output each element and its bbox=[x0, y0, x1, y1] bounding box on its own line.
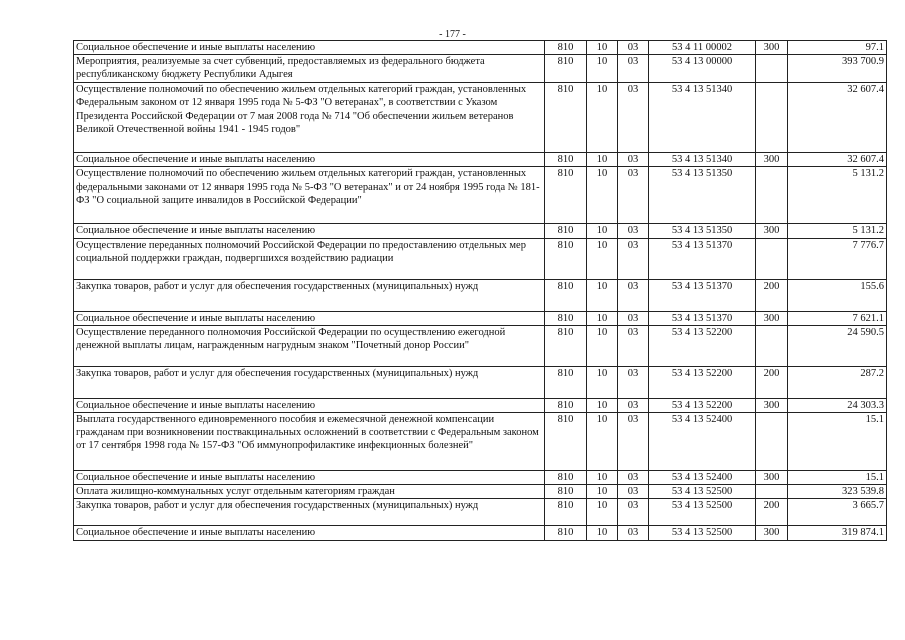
expense-type-code: 200 bbox=[756, 366, 788, 398]
subsection-code: 03 bbox=[618, 366, 649, 398]
row-description: Выплата государственного единовременного пособия и ежемесячной денежной компенсации гражданам при возникновении поствакцинальных осложнений в соответствии с Федеральным законом от 17 сентября 1998 года № 157-ФЗ "Об иммунопрофилактике инфекционных болезней" bbox=[74, 413, 545, 471]
section-code: 10 bbox=[587, 224, 618, 238]
expense-type-code bbox=[756, 55, 788, 83]
ministry-code: 810 bbox=[545, 238, 587, 279]
ministry-code: 810 bbox=[545, 279, 587, 311]
ministry-code: 810 bbox=[545, 224, 587, 238]
expense-type-code: 200 bbox=[756, 499, 788, 526]
section-code: 10 bbox=[587, 153, 618, 167]
target-article-code: 53 4 13 51340 bbox=[649, 153, 756, 167]
row-description: Социальное обеспечение и иные выплаты населению bbox=[74, 153, 545, 167]
amount: 7 621.1 bbox=[788, 311, 887, 325]
row-description: Осуществление полномочий по обеспечению жильем отдельных категорий граждан, установленных федеральными законами от 12 января 1995 года № 5-ФЗ "О ветеранах" и от 24 ноября 1995 года № 181-ФЗ "О социальной защите инвалидов в Российской Федерации" bbox=[74, 167, 545, 224]
section-code: 10 bbox=[587, 279, 618, 311]
expense-type-code bbox=[756, 238, 788, 279]
expense-type-code: 300 bbox=[756, 471, 788, 485]
subsection-code: 03 bbox=[618, 311, 649, 325]
target-article-code: 53 4 13 52200 bbox=[649, 398, 756, 412]
ministry-code: 810 bbox=[545, 311, 587, 325]
section-code: 10 bbox=[587, 238, 618, 279]
target-article-code: 53 4 13 52200 bbox=[649, 325, 756, 366]
budget-table-body bbox=[74, 41, 887, 541]
row-description: Осуществление переданных полномочий Российской Федерации по предоставлению отдельных мер социальной поддержки граждан, подвергшихся воздействию радиации bbox=[74, 238, 545, 279]
target-article-code: 53 4 13 52200 bbox=[649, 366, 756, 398]
table-row bbox=[74, 398, 887, 412]
table-row bbox=[74, 167, 887, 224]
amount: 15.1 bbox=[788, 413, 887, 471]
section-code: 10 bbox=[587, 41, 618, 55]
row-description: Закупка товаров, работ и услуг для обеспечения государственных (муниципальных) нужд bbox=[74, 279, 545, 311]
section-code: 10 bbox=[587, 55, 618, 83]
table-row bbox=[74, 83, 887, 153]
table-row bbox=[74, 413, 887, 471]
table-row bbox=[74, 311, 887, 325]
amount: 3 665.7 bbox=[788, 499, 887, 526]
expense-type-code: 300 bbox=[756, 41, 788, 55]
subsection-code: 03 bbox=[618, 526, 649, 540]
amount: 155.6 bbox=[788, 279, 887, 311]
row-description: Закупка товаров, работ и услуг для обеспечения государственных (муниципальных) нужд bbox=[74, 366, 545, 398]
table-row bbox=[74, 325, 887, 366]
section-code: 10 bbox=[587, 167, 618, 224]
target-article-code: 53 4 13 52500 bbox=[649, 485, 756, 499]
expense-type-code bbox=[756, 413, 788, 471]
amount: 24 590.5 bbox=[788, 325, 887, 366]
section-code: 10 bbox=[587, 471, 618, 485]
expense-type-code: 300 bbox=[756, 526, 788, 540]
target-article-code: 53 4 11 00002 bbox=[649, 41, 756, 55]
expense-type-code: 300 bbox=[756, 398, 788, 412]
subsection-code: 03 bbox=[618, 325, 649, 366]
expense-type-code bbox=[756, 83, 788, 153]
budget-table bbox=[73, 40, 887, 541]
ministry-code: 810 bbox=[545, 366, 587, 398]
amount: 97.1 bbox=[788, 41, 887, 55]
row-description: Социальное обеспечение и иные выплаты населению bbox=[74, 398, 545, 412]
subsection-code: 03 bbox=[618, 167, 649, 224]
row-description: Осуществление полномочий по обеспечению жильем отдельных категорий граждан, установленных Федеральным законом от 12 января 1995 года № 5-ФЗ "О ветеранах", в соответствии с Указом Президента Российской Федерации от 7 мая 2008 года № 714 "Об обеспечении жильем ветеранов Великой Отечественной войны 1941 - 1945 годов" bbox=[74, 83, 545, 153]
target-article-code: 53 4 13 51370 bbox=[649, 279, 756, 311]
row-description: Социальное обеспечение и иные выплаты населению bbox=[74, 311, 545, 325]
subsection-code: 03 bbox=[618, 499, 649, 526]
amount: 24 303.3 bbox=[788, 398, 887, 412]
row-description: Социальное обеспечение и иные выплаты населению bbox=[74, 224, 545, 238]
subsection-code: 03 bbox=[618, 238, 649, 279]
subsection-code: 03 bbox=[618, 41, 649, 55]
target-article-code: 53 4 13 52500 bbox=[649, 526, 756, 540]
section-code: 10 bbox=[587, 325, 618, 366]
table-row bbox=[74, 366, 887, 398]
target-article-code: 53 4 13 51370 bbox=[649, 238, 756, 279]
amount: 323 539.8 bbox=[788, 485, 887, 499]
target-article-code: 53 4 13 52500 bbox=[649, 499, 756, 526]
row-description: Социальное обеспечение и иные выплаты населению bbox=[74, 471, 545, 485]
ministry-code: 810 bbox=[545, 471, 587, 485]
subsection-code: 03 bbox=[618, 398, 649, 412]
ministry-code: 810 bbox=[545, 153, 587, 167]
amount: 319 874.1 bbox=[788, 526, 887, 540]
section-code: 10 bbox=[587, 83, 618, 153]
table-row bbox=[74, 224, 887, 238]
ministry-code: 810 bbox=[545, 41, 587, 55]
row-description: Социальное обеспечение и иные выплаты населению bbox=[74, 41, 545, 55]
subsection-code: 03 bbox=[618, 153, 649, 167]
expense-type-code: 300 bbox=[756, 224, 788, 238]
subsection-code: 03 bbox=[618, 413, 649, 471]
target-article-code: 53 4 13 52400 bbox=[649, 413, 756, 471]
table-row bbox=[74, 526, 887, 540]
ministry-code: 810 bbox=[545, 167, 587, 224]
ministry-code: 810 bbox=[545, 526, 587, 540]
subsection-code: 03 bbox=[618, 279, 649, 311]
section-code: 10 bbox=[587, 499, 618, 526]
section-code: 10 bbox=[587, 398, 618, 412]
amount: 32 607.4 bbox=[788, 83, 887, 153]
subsection-code: 03 bbox=[618, 55, 649, 83]
amount: 7 776.7 bbox=[788, 238, 887, 279]
row-description: Социальное обеспечение и иные выплаты населению bbox=[74, 526, 545, 540]
target-article-code: 53 4 13 51340 bbox=[649, 83, 756, 153]
ministry-code: 810 bbox=[545, 325, 587, 366]
target-article-code: 53 4 13 51370 bbox=[649, 311, 756, 325]
target-article-code: 53 4 13 51350 bbox=[649, 167, 756, 224]
table-row bbox=[74, 471, 887, 485]
expense-type-code: 300 bbox=[756, 153, 788, 167]
target-article-code: 53 4 13 51350 bbox=[649, 224, 756, 238]
expense-type-code bbox=[756, 325, 788, 366]
subsection-code: 03 bbox=[618, 471, 649, 485]
ministry-code: 810 bbox=[545, 485, 587, 499]
ministry-code: 810 bbox=[545, 499, 587, 526]
table-row bbox=[74, 55, 887, 83]
section-code: 10 bbox=[587, 413, 618, 471]
subsection-code: 03 bbox=[618, 83, 649, 153]
section-code: 10 bbox=[587, 366, 618, 398]
amount: 287.2 bbox=[788, 366, 887, 398]
ministry-code: 810 bbox=[545, 398, 587, 412]
subsection-code: 03 bbox=[618, 485, 649, 499]
section-code: 10 bbox=[587, 311, 618, 325]
target-article-code: 53 4 13 00000 bbox=[649, 55, 756, 83]
row-description: Оплата жилищно-коммунальных услуг отдельным категориям граждан bbox=[74, 485, 545, 499]
expense-type-code bbox=[756, 485, 788, 499]
amount: 32 607.4 bbox=[788, 153, 887, 167]
table-row bbox=[74, 41, 887, 55]
section-code: 10 bbox=[587, 485, 618, 499]
expense-type-code: 200 bbox=[756, 279, 788, 311]
target-article-code: 53 4 13 52400 bbox=[649, 471, 756, 485]
section-code: 10 bbox=[587, 526, 618, 540]
ministry-code: 810 bbox=[545, 55, 587, 83]
subsection-code: 03 bbox=[618, 224, 649, 238]
ministry-code: 810 bbox=[545, 413, 587, 471]
amount: 5 131.2 bbox=[788, 224, 887, 238]
table-row bbox=[74, 279, 887, 311]
amount: 393 700.9 bbox=[788, 55, 887, 83]
table-row bbox=[74, 499, 887, 526]
table-row bbox=[74, 153, 887, 167]
row-description: Закупка товаров, работ и услуг для обеспечения государственных (муниципальных) нужд bbox=[74, 499, 545, 526]
page-number: - 177 - bbox=[439, 29, 466, 40]
ministry-code: 810 bbox=[545, 83, 587, 153]
table-row bbox=[74, 238, 887, 279]
row-description: Осуществление переданного полномочия Российской Федерации по осуществлению ежегодной денежной выплаты лицам, награжденным нагрудным знаком "Почетный донор России" bbox=[74, 325, 545, 366]
expense-type-code: 300 bbox=[756, 311, 788, 325]
amount: 5 131.2 bbox=[788, 167, 887, 224]
expense-type-code bbox=[756, 167, 788, 224]
row-description: Мероприятия, реализуемые за счет субвенций, предоставляемых из федерального бюджета республиканскому бюджету Республики Адыгея bbox=[74, 55, 545, 83]
amount: 15.1 bbox=[788, 471, 887, 485]
table-row bbox=[74, 485, 887, 499]
